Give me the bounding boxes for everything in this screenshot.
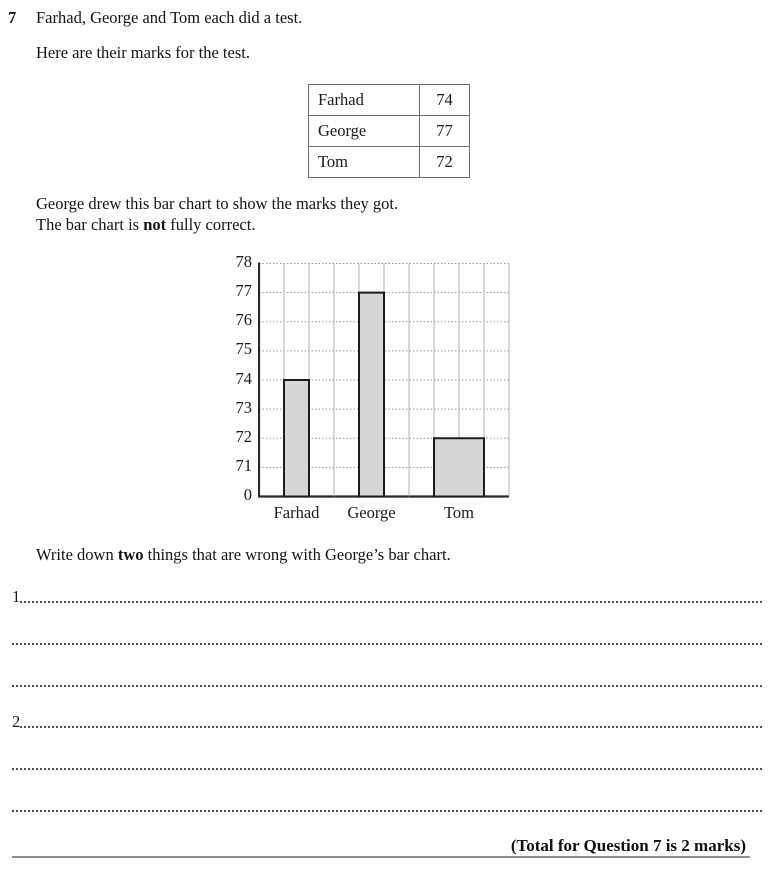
task-line [36,545,451,565]
dotted-rule [20,726,762,728]
answer-line-2 [12,711,762,731]
x-category-label: Farhad [273,503,320,522]
bar-chart [218,254,548,539]
mark-cell: 74 [420,85,470,116]
answer-line [12,753,762,773]
caption-post: fully correct. [166,215,256,234]
y-tick-label: 71 [235,455,252,475]
x-category-label: Tom [443,503,474,522]
answer-line [12,670,762,690]
answer-number: 2 [12,712,21,731]
answer-line-1 [12,586,762,606]
dotted-rule [12,685,762,687]
dotted-rule [20,601,762,603]
question-end-rule [12,856,750,858]
total-marks-text: (Total for Question 7 is 2 marks) [510,836,746,855]
caption-pre: The bar chart is [36,215,144,234]
student-name-cell: George [309,116,420,147]
y-tick-label: 77 [235,281,252,301]
marks-intro: Here are their marks for the test. [36,43,250,62]
task-bold: two [117,545,144,564]
question-intro: Farhad, George and Tom each did a test. [36,8,303,27]
table-row [309,85,470,116]
mark-cell: 72 [420,147,470,178]
answer-number: 1 [12,587,21,606]
table-row [309,116,470,147]
question-header [8,8,16,28]
dotted-rule [12,768,762,770]
student-name-cell: Farhad [309,85,420,116]
y-tick-label: 78 [235,252,252,271]
task-post: things that are wrong with George’s bar chart. [143,545,451,564]
chart-caption-line1: George drew this bar chart to show the marks they got. [36,194,399,213]
y-tick-label: 72 [235,426,252,446]
caption-bold: not [143,215,167,234]
y-tick-label: 74 [235,368,252,388]
x-category-label: George [347,503,396,522]
dotted-rule [12,810,762,812]
dotted-rule [12,643,762,645]
student-name-cell: Tom [309,147,420,178]
question-number: 7 [8,8,17,27]
y-tick-label: 76 [235,310,252,330]
y-tick-label: 0 [243,485,252,504]
y-tick-label: 73 [235,397,252,417]
chart-caption-line2 [36,215,255,235]
marks-table [308,84,470,178]
y-tick-label: 75 [235,339,252,359]
bar-chart-plot [258,262,510,498]
answer-line [12,795,762,815]
table-row [309,147,470,178]
mark-cell: 77 [420,116,470,147]
answer-line [12,628,762,648]
task-pre: Write down [36,545,118,564]
